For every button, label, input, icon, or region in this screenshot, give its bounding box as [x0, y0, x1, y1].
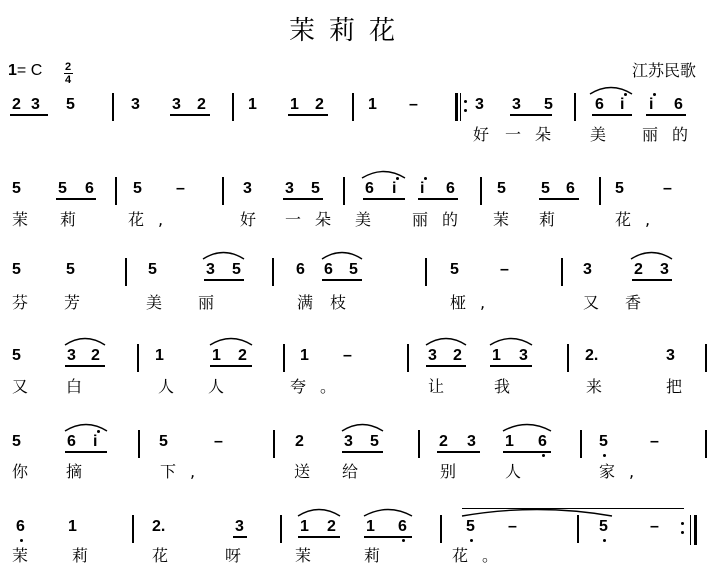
time-signature-top: 2 — [65, 61, 72, 73]
note: 1 — [155, 347, 164, 364]
lyric: 好 — [240, 210, 257, 229]
lyric: 花, — [615, 210, 665, 229]
slur-arc — [590, 85, 632, 95]
lyric: 莉 — [72, 546, 89, 565]
note: 3 — [235, 518, 244, 535]
lyric: 丽 — [198, 293, 215, 312]
repeat-start-thin — [460, 93, 461, 121]
note: i — [620, 96, 625, 113]
note: 1 — [368, 96, 377, 113]
note: i — [392, 180, 397, 197]
eighth-underline — [288, 114, 328, 116]
repeat-dot — [681, 531, 684, 534]
eighth-underline — [204, 279, 244, 281]
lyric: 家, — [599, 462, 649, 481]
bar-line — [273, 430, 275, 458]
bar-line — [280, 515, 282, 543]
note: 6 — [85, 180, 94, 197]
note: 3 — [512, 96, 521, 113]
note: 1 — [212, 347, 221, 364]
note: – — [650, 433, 659, 450]
note: 2 — [634, 261, 643, 278]
note: 5 — [599, 433, 608, 450]
key-signature-one: 1 — [8, 62, 17, 79]
note: 2 — [197, 96, 206, 113]
note: 5 — [497, 180, 506, 197]
note: 2. — [585, 347, 599, 364]
note: 3 — [131, 96, 140, 113]
note: 6 — [566, 180, 575, 197]
note: 6 — [398, 518, 407, 535]
eighth-underline — [646, 114, 686, 116]
eighth-underline — [503, 451, 551, 453]
lyric: 花。 — [452, 546, 513, 565]
eighth-underline — [592, 114, 632, 116]
note: 2 — [295, 433, 304, 450]
eighth-underline — [363, 198, 405, 200]
note: i — [93, 433, 98, 450]
note: 3 — [285, 180, 294, 197]
note: 2 — [238, 347, 247, 364]
lyric: 又 — [583, 293, 600, 312]
lyric: 人 — [505, 462, 522, 481]
note: 3 — [31, 96, 40, 113]
bar-line — [574, 93, 576, 121]
note: 6 — [674, 96, 683, 113]
lyric: 摘 — [66, 462, 83, 481]
note: 2 — [327, 518, 336, 535]
lyric: 人 — [158, 377, 175, 396]
low-octave-dot — [542, 454, 545, 457]
note: i — [420, 180, 425, 197]
bar-line — [440, 515, 442, 543]
slur-arc — [631, 250, 672, 260]
bar-line — [599, 177, 601, 205]
note: 2 — [12, 96, 21, 113]
lyric: 夸。 — [290, 377, 351, 396]
note: 1 — [290, 96, 299, 113]
slur-arc — [65, 336, 105, 346]
eighth-underline — [426, 365, 466, 367]
lyric: 花 — [152, 546, 169, 565]
note: 3 — [172, 96, 181, 113]
bar-line — [125, 258, 127, 286]
slur-arc — [362, 169, 405, 179]
low-octave-dot — [603, 454, 606, 457]
note: 3 — [475, 96, 484, 113]
slur-arc — [203, 250, 244, 260]
note: – — [508, 518, 517, 535]
note: i — [649, 96, 654, 113]
lyric: 送 — [294, 462, 311, 481]
note: 1 — [248, 96, 257, 113]
note: 5 — [58, 180, 67, 197]
lyric: 满 — [297, 293, 314, 312]
note: 5 — [599, 518, 608, 535]
lyric: 白 — [66, 377, 83, 396]
eighth-underline — [342, 451, 383, 453]
bar-line — [567, 344, 569, 372]
note: 1 — [68, 518, 77, 535]
attribution: 江苏民歌 — [632, 63, 697, 80]
lyric: 莉 — [539, 210, 556, 229]
note: 1 — [300, 347, 309, 364]
note: 5 — [12, 433, 21, 450]
lyric: 茉 — [295, 546, 312, 565]
note: 3 — [67, 347, 76, 364]
low-octave-dot — [402, 539, 405, 542]
lyric: 桠, — [450, 293, 500, 312]
note: 5 — [148, 261, 157, 278]
note: 2 — [439, 433, 448, 450]
note: 2. — [152, 518, 166, 535]
repeat-dot — [464, 109, 467, 112]
bar-line — [112, 93, 114, 121]
lyric: 莉 — [364, 546, 381, 565]
slur-arc — [503, 422, 551, 432]
lyric: 美 — [146, 293, 163, 312]
slur-arc — [426, 336, 466, 346]
lyric: 香 — [625, 293, 642, 312]
bar-line — [425, 258, 427, 286]
lyric: 下, — [160, 462, 210, 481]
eighth-underline — [322, 279, 362, 281]
eighth-underline — [632, 279, 672, 281]
key-signature — [8, 62, 42, 80]
slur-arc — [65, 422, 107, 432]
note: 6 — [365, 180, 374, 197]
note: 6 — [296, 261, 305, 278]
eighth-underline — [539, 198, 579, 200]
low-octave-dot — [20, 539, 23, 542]
eighth-underline — [233, 536, 247, 538]
eighth-underline — [364, 536, 412, 538]
bar-line — [115, 177, 117, 205]
eighth-underline — [210, 365, 252, 367]
bar-line — [352, 93, 354, 121]
bar-line — [283, 344, 285, 372]
lyric: 把 — [666, 377, 683, 396]
bar-line — [705, 430, 707, 458]
note: 6 — [538, 433, 547, 450]
lyric: 一朵 — [505, 125, 566, 144]
key-signature-rest: = C — [16, 62, 43, 79]
slur-arc — [364, 507, 412, 517]
note: 5 — [349, 261, 358, 278]
note: – — [663, 180, 672, 197]
bar-line — [343, 177, 345, 205]
note: 1 — [492, 347, 501, 364]
eighth-underline — [490, 365, 532, 367]
lyric: 丽的 — [412, 210, 473, 229]
note: 6 — [16, 518, 25, 535]
volta-line — [462, 508, 684, 509]
slur-arc — [490, 336, 532, 346]
bar-line — [272, 258, 274, 286]
bar-line — [580, 430, 582, 458]
repeat-dot — [681, 522, 684, 525]
lyric: 呀 — [225, 546, 242, 565]
note: 3 — [666, 347, 675, 364]
note: 3 — [428, 347, 437, 364]
note: 1 — [366, 518, 375, 535]
eighth-underline — [65, 365, 105, 367]
note: 5 — [450, 261, 459, 278]
note: – — [176, 180, 185, 197]
lyric: 美 — [590, 125, 607, 144]
note: 5 — [615, 180, 624, 197]
lyric: 莉 — [60, 210, 77, 229]
lyric: 人 — [208, 377, 225, 396]
note: 5 — [311, 180, 320, 197]
note: 1 — [300, 518, 309, 535]
high-octave-dot — [653, 93, 656, 96]
lyric: 枝 — [330, 293, 347, 312]
eighth-underline — [10, 114, 48, 116]
bar-line — [222, 177, 224, 205]
note: 5 — [544, 96, 553, 113]
slur-arc — [322, 250, 362, 260]
bar-line — [480, 177, 482, 205]
slur-arc — [298, 507, 340, 517]
note: 5 — [466, 518, 475, 535]
note: 2 — [453, 347, 462, 364]
note: 5 — [370, 433, 379, 450]
lyric: 给 — [342, 462, 359, 481]
lyric: 茉 — [12, 546, 29, 565]
note: 2 — [91, 347, 100, 364]
eighth-underline — [283, 198, 323, 200]
lyric: 让 — [428, 377, 445, 396]
slur-arc — [342, 422, 383, 432]
repeat-end-thick — [694, 515, 697, 545]
lyric: 我 — [494, 377, 511, 396]
lyric: 又 — [12, 377, 29, 396]
lyric: 美 — [355, 210, 372, 229]
eighth-underline — [170, 114, 210, 116]
note: 5 — [66, 261, 75, 278]
lyric: 丽的 — [642, 125, 703, 144]
note: 3 — [344, 433, 353, 450]
note: 5 — [12, 180, 21, 197]
lyric: 茉 — [493, 210, 510, 229]
note: 6 — [595, 96, 604, 113]
bar-line — [577, 515, 579, 543]
bar-line — [232, 93, 234, 121]
note: 3 — [243, 180, 252, 197]
lyric: 来 — [586, 377, 603, 396]
bar-line — [137, 344, 139, 372]
page-title: 茉莉花 — [289, 16, 410, 46]
note: – — [409, 96, 418, 113]
note: – — [500, 261, 509, 278]
repeat-dot — [464, 100, 467, 103]
lyric: 好 — [473, 125, 490, 144]
lyric: 芬 — [12, 293, 29, 312]
bar-line — [138, 430, 140, 458]
slur-arc — [210, 336, 252, 346]
note: 6 — [324, 261, 333, 278]
note: 5 — [133, 180, 142, 197]
low-octave-dot — [470, 539, 473, 542]
bar-line — [705, 344, 707, 372]
note: 5 — [12, 347, 21, 364]
note: 5 — [66, 96, 75, 113]
lyric: 花, — [128, 210, 178, 229]
bar-line — [418, 430, 420, 458]
lyric: 别 — [440, 462, 457, 481]
note: 3 — [583, 261, 592, 278]
note: 3 — [519, 347, 528, 364]
low-octave-dot — [603, 539, 606, 542]
note: 6 — [67, 433, 76, 450]
time-signature-bottom: 4 — [65, 74, 72, 86]
note: 5 — [232, 261, 241, 278]
lyric: 茉 — [12, 210, 29, 229]
note: 3 — [206, 261, 215, 278]
note: 3 — [660, 261, 669, 278]
eighth-underline — [510, 114, 552, 116]
bar-line — [132, 515, 134, 543]
high-octave-dot — [424, 177, 427, 180]
bar-line — [407, 344, 409, 372]
note: 6 — [446, 180, 455, 197]
note: 5 — [541, 180, 550, 197]
note: – — [214, 433, 223, 450]
note: 2 — [315, 96, 324, 113]
note: 5 — [12, 261, 21, 278]
eighth-underline — [418, 198, 458, 200]
eighth-underline — [56, 198, 96, 200]
note: 5 — [159, 433, 168, 450]
eighth-underline — [298, 536, 340, 538]
repeat-start-thick — [455, 93, 458, 121]
eighth-underline — [437, 451, 480, 453]
lyric: 芳 — [64, 293, 81, 312]
note: 1 — [505, 433, 514, 450]
note: 3 — [467, 433, 476, 450]
lyric: 你 — [12, 462, 29, 481]
bar-line — [561, 258, 563, 286]
lyric: 一朵 — [285, 210, 346, 229]
eighth-underline — [65, 451, 107, 453]
note: – — [343, 347, 352, 364]
repeat-end-thin — [690, 515, 691, 545]
note: – — [650, 518, 659, 535]
